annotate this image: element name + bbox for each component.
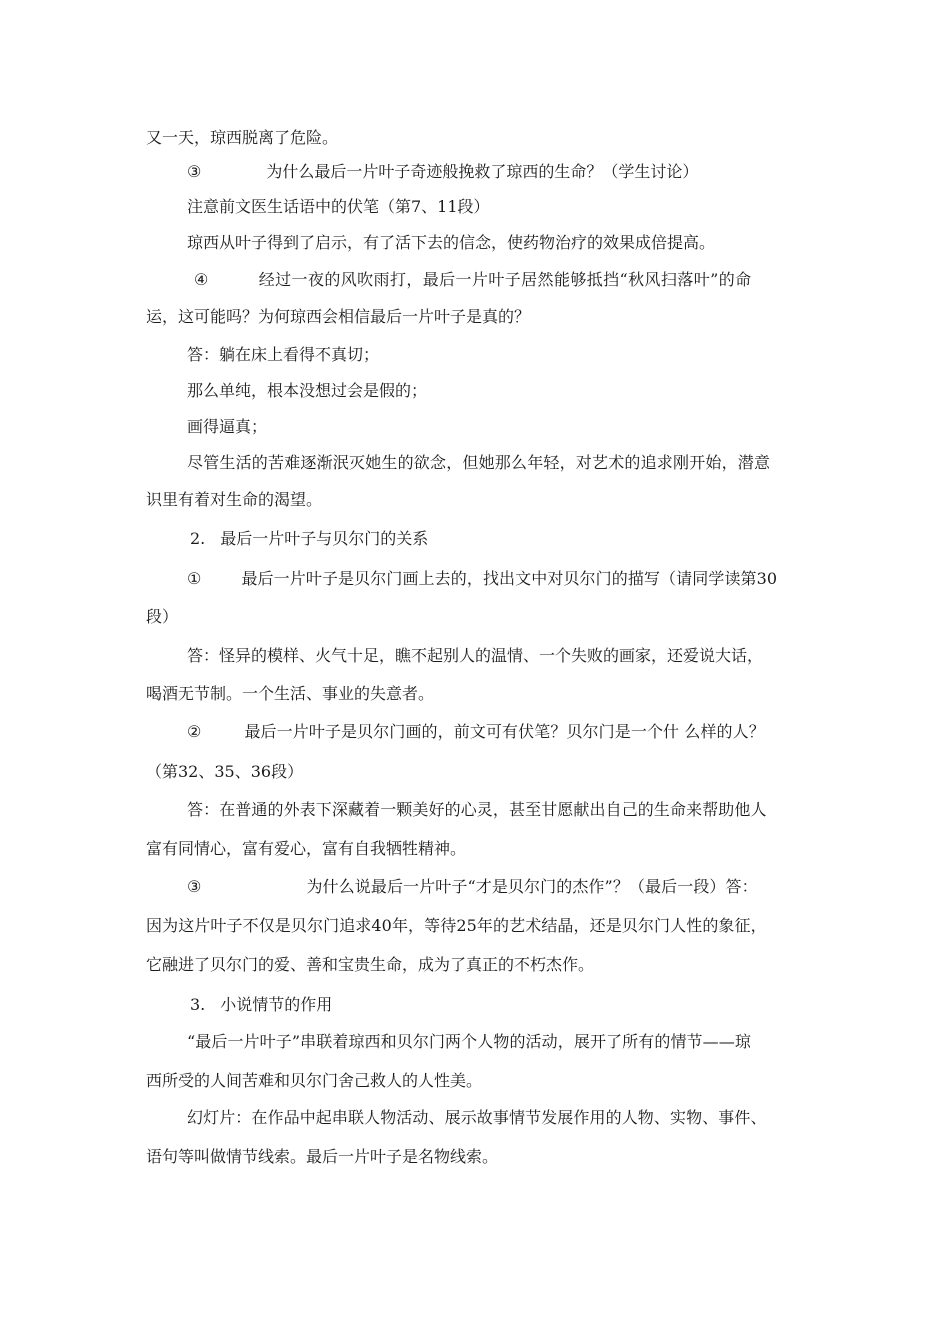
item-marker: ④ bbox=[194, 270, 209, 289]
item-marker: ① bbox=[187, 569, 202, 588]
text-line bbox=[187, 233, 715, 253]
text-line bbox=[187, 453, 770, 473]
text-line bbox=[146, 1071, 482, 1091]
text-line bbox=[187, 1032, 751, 1052]
line-text: 西所受的人间苦难和贝尔门舍己救人的人性美。 bbox=[146, 1071, 483, 1090]
line-text: 幻灯片：在作品中起串联人物活动、展示故事情节发展作用的人物、实物、事件、 bbox=[187, 1108, 767, 1127]
line-text: 为什么说最后一片叶子“才是贝尔门的杰作”？（最后一段）答： bbox=[306, 877, 758, 896]
text-line bbox=[146, 955, 594, 975]
line-text: 富有同情心，富有爱心，富有自我牺牲精神。 bbox=[146, 839, 467, 858]
text-line bbox=[190, 529, 428, 549]
text-line bbox=[187, 569, 777, 589]
line-text: “最后一片叶子”串联着琼西和贝尔门两个人物的活动，展开了所有的情节——琼 bbox=[187, 1032, 751, 1051]
line-text: 运，这可能吗？为何琼西会相信最后一片叶子是真的？ bbox=[146, 307, 531, 326]
item-marker: 3. bbox=[190, 995, 206, 1014]
line-text: 最后一片叶子是贝尔门画上去的，找出文中对贝尔门的描写（请同学读第30 bbox=[241, 569, 778, 588]
text-line bbox=[146, 916, 767, 936]
line-text: 识里有着对生命的渴望。 bbox=[146, 490, 323, 509]
text-line bbox=[146, 684, 434, 704]
text-line bbox=[187, 877, 758, 897]
line-text: 答：怪异的模样、火气十足，瞧不起别人的温情、一个失败的画家，还爱说大话， bbox=[187, 646, 764, 665]
line-text: 那么单纯，根本没想过会是假的； bbox=[187, 381, 428, 400]
text-line bbox=[146, 490, 322, 510]
text-line bbox=[187, 1108, 767, 1128]
line-text: 答：躺在床上看得不真切； bbox=[187, 345, 380, 364]
line-text: 小说情节的作用 bbox=[220, 995, 333, 1014]
item-marker: ③ bbox=[187, 877, 202, 896]
line-text: 喝酒无节制。一个生活、事业的失意者。 bbox=[146, 684, 435, 703]
line-text: 答：在普通的外表下深藏着一颗美好的心灵，甚至甘愿献出自己的生命来帮助他人 bbox=[187, 800, 767, 819]
line-text: 尽管生活的苦难逐渐泯灭她生的欲念，但她那么年轻，对艺术的追求刚开始，潜意 bbox=[187, 453, 771, 472]
line-text: 为什么最后一片叶子奇迹般挽救了琼西的生命？（学生讨论） bbox=[266, 162, 699, 181]
line-text: 最后一片叶子是贝尔门画的，前文可有伏笔？贝尔门是一个什 么样的人？ bbox=[244, 722, 765, 741]
line-text: 段） bbox=[146, 607, 179, 626]
text-line bbox=[187, 197, 490, 217]
line-text: 又一天，琼西脱离了危险。 bbox=[146, 128, 339, 147]
text-line bbox=[187, 800, 767, 820]
line-text: 因为这片叶子不仅是贝尔门追求40年，等待25年的艺术结晶，还是贝尔门人性的象征， bbox=[146, 916, 767, 935]
text-line bbox=[146, 607, 178, 627]
text-line bbox=[187, 162, 698, 182]
line-text: 语句等叫做情节线索。最后一片叶子是名物线索。 bbox=[146, 1147, 499, 1166]
text-line bbox=[146, 1147, 498, 1167]
text-line bbox=[187, 722, 765, 742]
text-line bbox=[146, 762, 303, 782]
item-marker: ② bbox=[187, 722, 202, 741]
item-marker: 2. bbox=[190, 529, 206, 548]
text-line bbox=[146, 307, 530, 327]
text-line bbox=[146, 839, 466, 859]
text-line bbox=[187, 646, 763, 666]
text-line bbox=[190, 995, 332, 1015]
item-marker: ③ bbox=[187, 162, 202, 181]
text-line bbox=[194, 270, 752, 290]
line-text: 它融进了贝尔门的爱、善和宝贵生命，成为了真正的不朽杰作。 bbox=[146, 955, 595, 974]
line-text: 最后一片叶子与贝尔门的关系 bbox=[220, 529, 429, 548]
text-line bbox=[187, 417, 267, 437]
line-text: 琼西从叶子得到了启示，有了活下去的信念，使药物治疗的效果成倍提高。 bbox=[187, 233, 716, 252]
line-text: （第32、35、36段） bbox=[146, 762, 304, 781]
line-text: 画得逼真； bbox=[187, 417, 268, 436]
line-text: 注意前文医生话语中的伏笔（第7、11段） bbox=[187, 197, 490, 216]
text-line bbox=[146, 128, 338, 148]
line-text: 经过一夜的风吹雨打，最后一片叶子居然能够抵挡“秋风扫落叶”的命 bbox=[258, 270, 752, 289]
text-line bbox=[187, 381, 427, 401]
text-line bbox=[187, 345, 379, 365]
